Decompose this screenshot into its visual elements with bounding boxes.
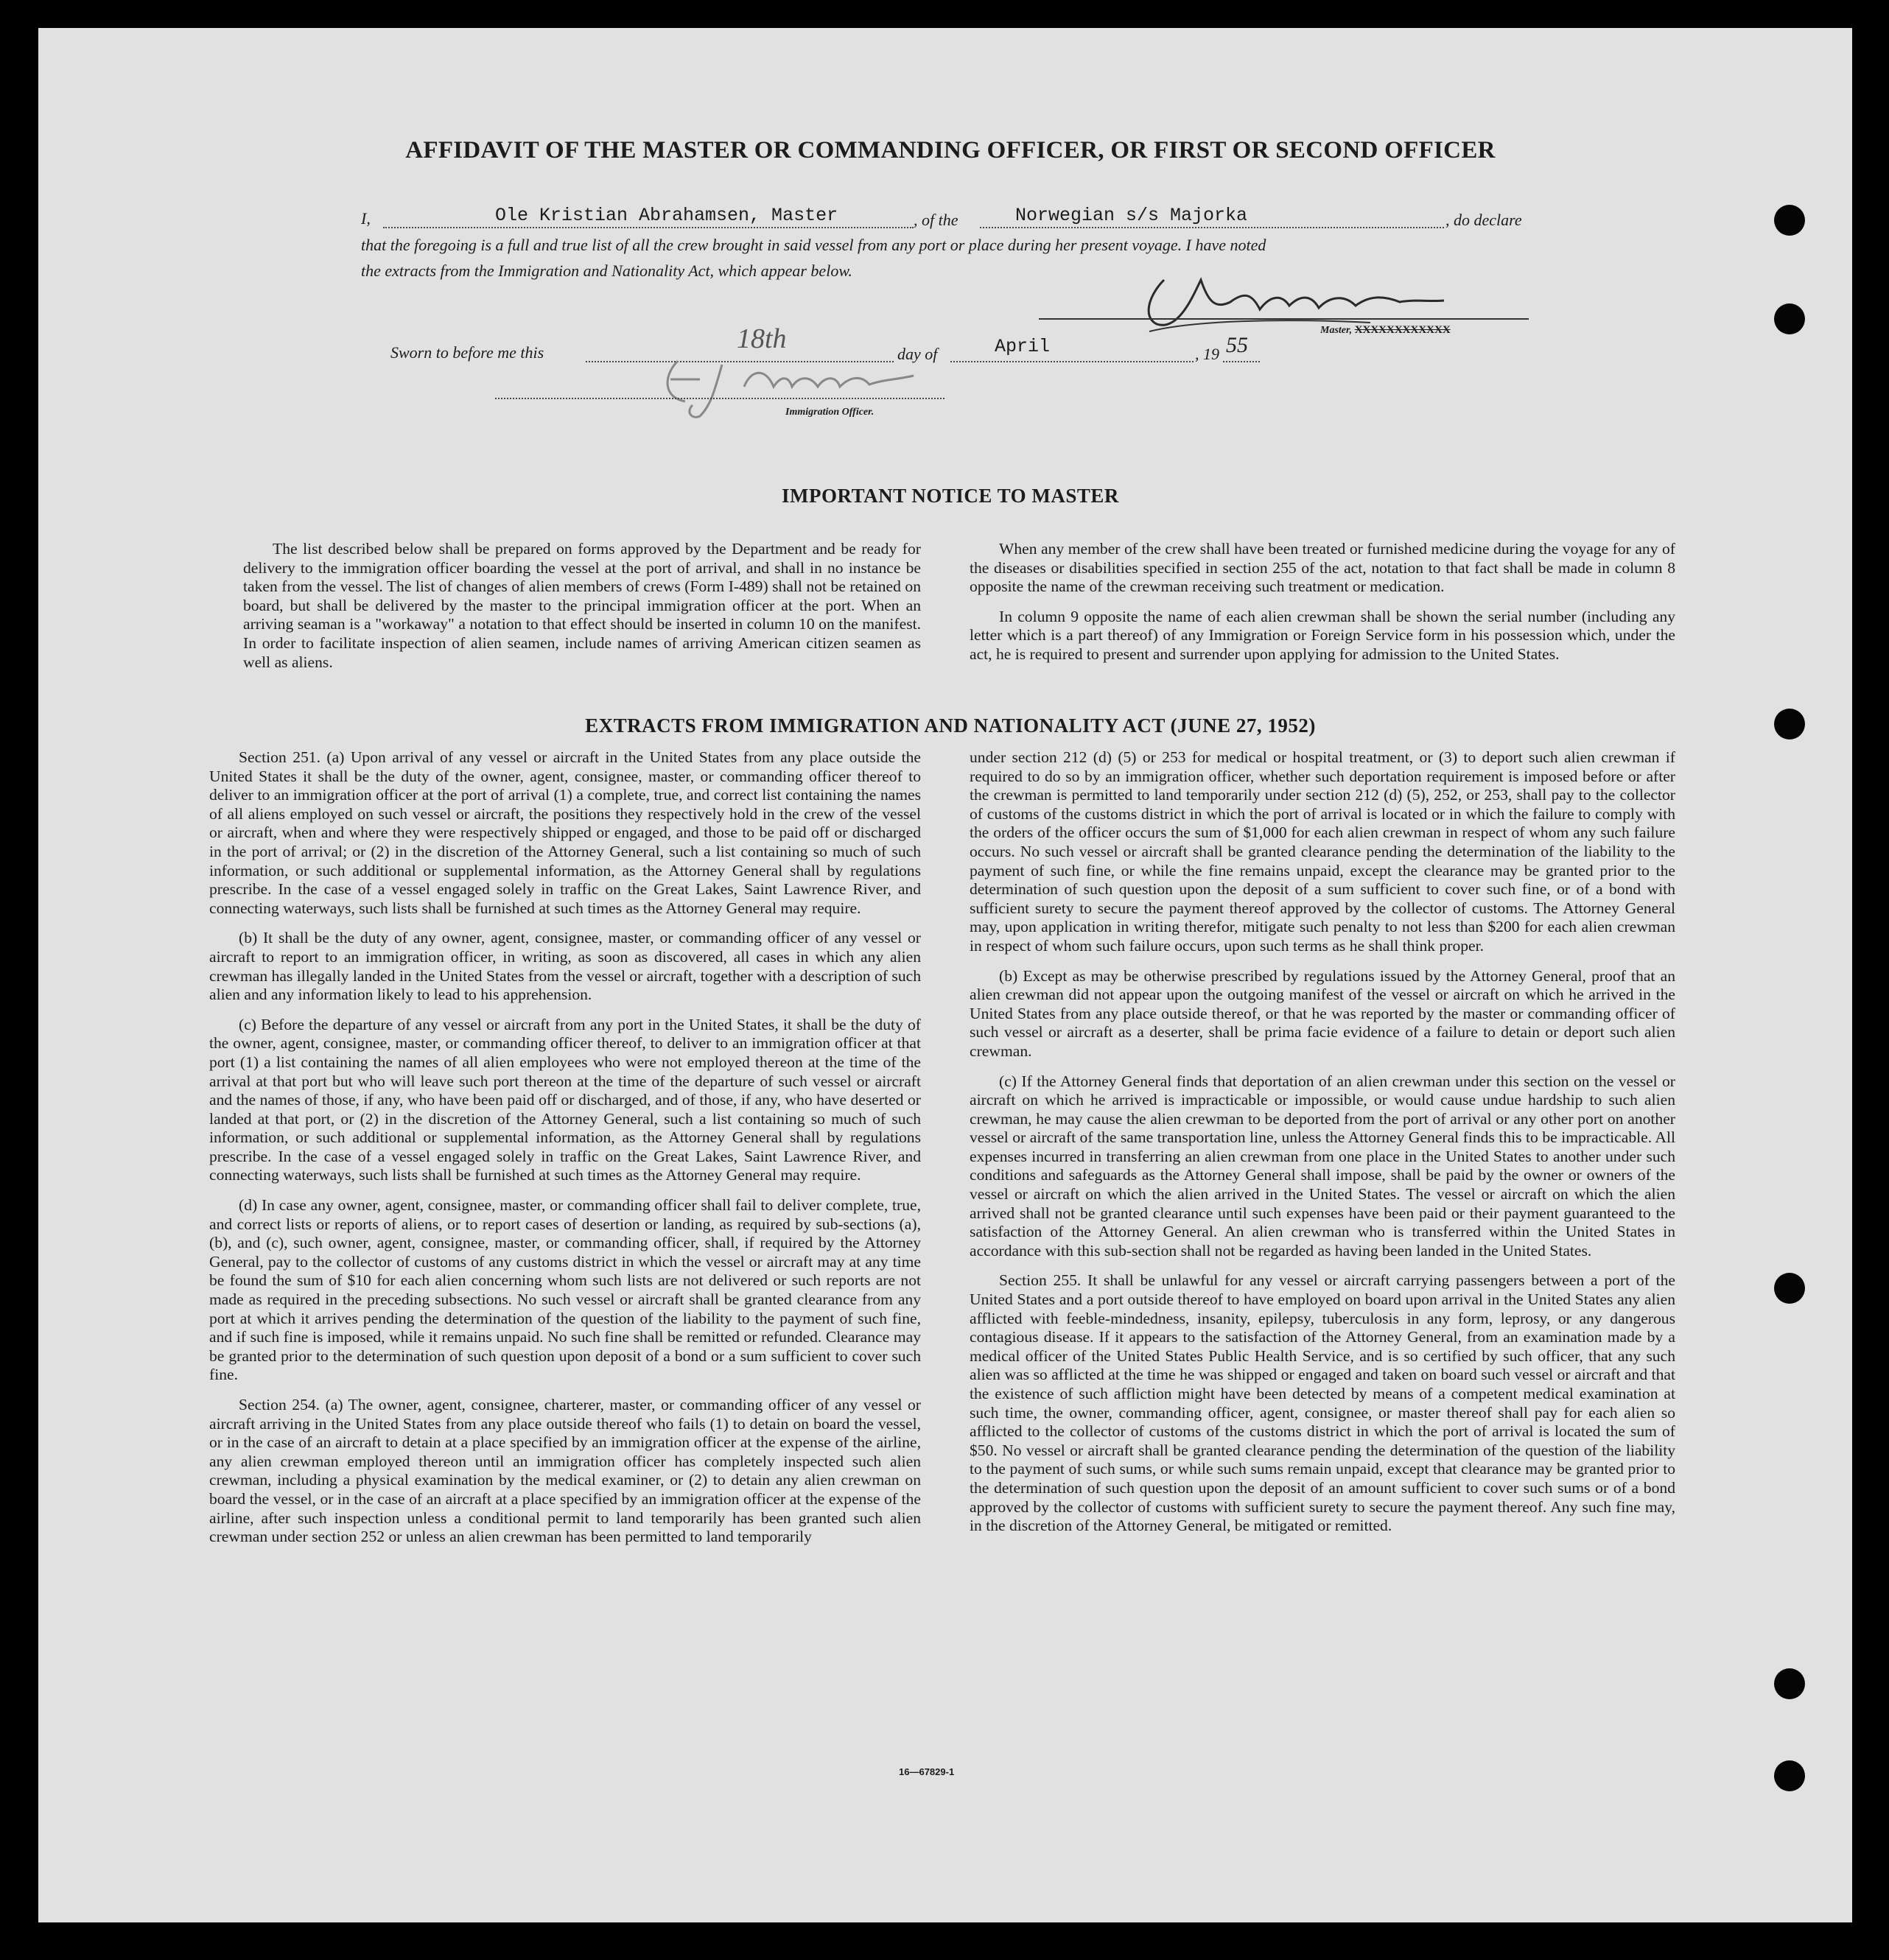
year-field: 55: [1226, 333, 1248, 357]
day-field: 18th: [737, 323, 787, 354]
month-field: April: [995, 336, 1051, 357]
section-paragraph: (b) Except as may be otherwise prescribed by regulations issued by the Attorney General, proof that an alien crewman did not appear upon the outgoing manifest of the vessel or aircraft on which he arrived in the United States from any place outside thereof, or that he was reported by the master or commanding officer of such vessel or aircraft as a deserter, shall be prima facie evidence of a failure to detain or deport such alien crewman.: [970, 966, 1675, 1060]
master-signature: [1135, 250, 1488, 354]
section-paragraph: (b) It shall be the duty of any owner, agent, consignee, master, or commanding officer of any vessel or aircraft to report to an immigration officer, in writing, as soon as discovered, all cases in which any alien crewman has illegally landed in the United States from the vessel or aircraft, together with a description of such alien and any information likely to lead to his apprehension.: [209, 929, 922, 1004]
section-paragraph: (c) If the Attorney General finds that deportation of an alien crewman under this section on the vessel or aircraft on which he arrived is impracticable or impossible, or would cause undue hardship to such alien crewman, he may cause the alien crewman to be deported from the port of arrival or any other port on another vessel or aircraft of the same transportation line, unless the Attorney General finds this to be impracticable. All expenses incurred in transferring an alien crewman from one place in the United States to another under such conditions and safeguards as the Attorney General shall impose, shall be paid by the owner or owners of the vessel or aircraft on which the alien arrived in the United States. The vessel or aircraft on which the alien arrived shall not be granted clearance until such expenses have been paid or their payment guaranteed to the satisfaction of the Attorney General. An alien crewman who is transferred within the United States in accordance with this sub-section shall not be regarded as having been landed in the United States.: [970, 1072, 1675, 1260]
section-paragraph: Section 255. It shall be unlawful for any vessel or aircraft carrying passengers between a port of the United States and a port outside thereof to have employed on board upon arrival in the United States any alien afflicted with feeble-mindedness, insanity, epilepsy, tuberculosis in any form, leprosy, or any dangerous contagious disease. If it appears to the satisfaction of the Attorney General, from an examination made by a medical officer of the United States Public Health Service, and is so certified by such officer, that any such alien was so afflicted at the time he was shipped or engaged and taken on board such vessel or aircraft and that the existence of such affliction might have been detected by means of a competent medical examination at such time, the owner, commanding officer, agent, consignee, or master thereof shall pay for each alien so afflicted to the collector of customs of the customs district in which the port of arrival is located the sum of $50. No vessel or aircraft shall be granted clearance pending the determination of the question of the liability to the payment of such sums, or while such sums remain unpaid, except that clearance may be granted prior to the determination of such question upon the deposit of an amount sufficient to cover such sums or of a bond approved by the collector of customs with sufficient surety to secure the payment thereof. Any such fine may, in the discretion of the Attorney General, be mitigated or remitted.: [970, 1271, 1675, 1535]
notice-title: IMPORTANT NOTICE TO MASTER: [782, 485, 1119, 507]
name-field-line: [383, 227, 914, 228]
section-paragraph: (d) In case any owner, agent, consignee, master, or commanding officer shall fail to deliver complete, true, and correct lists or reports of aliens, or to report cases of desertion or landing, as required by sub-sections (a), (b), and (c), such owner, agent, consignee, master, or commanding officer, shall, if required by the Attorney General, pay to the collector of customs of any customs district in which the vessel or aircraft may at any time be found the sum of $10 for each alien concerning whom such lists are not delivered or such reports are not made as required in the preceding subsections. No such vessel or aircraft shall be granted clearance from any port at which it arrives pending the determination of the question of the liability to the payment of such fine, and if such fine is imposed, while it remains unpaid. No such fine shall be remitted or refunded. Clearance may be granted prior to the determination of such question upon deposit of a bond or a sum sufficient to cover such fine.: [209, 1196, 921, 1384]
binder-hole: [1774, 205, 1805, 236]
binder-hole: [1774, 1668, 1805, 1699]
declaration-line-2: that the foregoing is a full and true list of all the crew brought in said vessel from any port or place during her present voyage. I have noted: [361, 236, 1266, 254]
notice-left-column: [243, 540, 921, 683]
affidavit-title: AFFIDAVIT OF THE MASTER OR COMMANDING OFFICER, OR FIRST OR SECOND OFFICER: [405, 137, 1496, 164]
binder-hole: [1774, 303, 1805, 334]
declaration-line-3: the extracts from the Immigration and Nationality Act, which appear below.: [361, 261, 852, 280]
officer-signature-line: [495, 398, 944, 399]
i-label: I,: [361, 209, 371, 228]
declaration-line: [361, 209, 371, 228]
extracts-right-column: [970, 748, 1675, 1547]
section-paragraph: under section 212 (d) (5) or 253 for medical or hospital treatment, or (3) to deport such alien crewman if required to do so by an immigration officer, whether such deportation requirement is imposed before or after the crewman is permitted to land temporarily under section 212 (d) (5), 252, or 253, shall pay to the collector of customs of the customs district in which the port of arrival is located or in which the failure to comply with the orders of the officer occurs the sum of $1,000 for each alien crewman in respect of whom any such failure occurs. No such vessel or aircraft shall be granted clearance pending the determination of the liability to the payment of such fine, or while the fine remains unpaid, except the clearance may be granted prior to the determination of such question upon the deposit of a sum sufficient to cover such fine, or of a bond with sufficient surety to secure the payment thereof approved by the collector of customs. The Attorney General may, upon application in writing therefor, mitigate such penalty to not less than $200 for each alien crewman in respect of whom such failure occurs, upon such terms as he shall think proper.: [970, 748, 1675, 955]
notice-paragraph: When any member of the crew shall have been treated or furnished medicine during the voyage for any of the diseases or disabilities specified in section 255 of the act, notation to that fact shall be made in column 8 opposite the name of the crewman receiving such treatment or medication.: [970, 540, 1675, 596]
day-of-label: day of: [897, 345, 938, 363]
notice-paragraph: The list described below shall be prepared on forms approved by the Department and be ready for delivery to the immigration officer boarding the vessel at the port of arrival, and shall in no instance be taken from the vessel. The list of changes of alien members of crews (Form I-489) shall not be retained on board, but shall be delivered by the master to the principal immigration officer at the port. When an arriving seaman is a "workaway" a notation to that effect should be inserted in column 10 on the manifest. In order to facilitate inspection of alien seamen, include names of arriving American citizen seamen as well as aliens.: [243, 540, 921, 671]
binder-hole: [1774, 1273, 1805, 1304]
master-title-struck: XXXXXXXXXXXX: [1354, 324, 1451, 336]
master-signature-line: [1039, 318, 1529, 320]
year-prefix: , 19: [1195, 345, 1219, 363]
year-field-line: [1223, 361, 1260, 362]
master-label: Master, XXXXXXXXXXXX: [1320, 324, 1451, 336]
notice-right-column: [970, 540, 1675, 675]
binder-hole: [1774, 1760, 1805, 1791]
month-field-line: [950, 361, 1194, 362]
notice-paragraph: In column 9 opposite the name of each alien crewman shall be shown the serial number (including any letter which is a part thereof) of any Immigration or Foreign Service form in his possession which, under the act, he is required to present and surrender upon applying for admission to the United States.: [970, 607, 1675, 663]
name-field: Ole Kristian Abrahamsen, Master: [495, 205, 838, 226]
section-paragraph: Section 251. (a) Upon arrival of any vessel or aircraft in the United States from any place outside the United States it shall be the duty of the owner, agent, consignee, master, or commanding officer thereof to deliver to an immigration officer at the port of arrival (1) a complete, true, and correct list containing the names of all aliens employed on such vessel or aircraft, the positions they respectively hold in the crew of the vessel or aircraft, when and where they were respectively shipped or engaged, and those to be paid off or discharged in the port of arrival; or (2) in the discretion of the Attorney General, such a list containing so much of such information, or such additional or supplemental information, as the Attorney General shall by regulations prescribe. In the case of a vessel engaged solely in traffic on the Great Lakes, Saint Lawrence River, and connecting waterways, such lists shall be furnished at such times as the Attorney General may require.: [209, 748, 921, 917]
extracts-title: EXTRACTS FROM IMMIGRATION AND NATIONALITY ACT (JUNE 27, 1952): [585, 714, 1316, 737]
vessel-field: Norwegian s/s Majorka: [1015, 205, 1248, 226]
section-paragraph: Section 254. (a) The owner, agent, consignee, charterer, master, or commanding officer of any vessel or aircraft arriving in the United States from any place outside thereof who fails (1) to detain on board the vessel, or in the case of an aircraft to detain at a place specified by an immigration officer at the expense of the airline, any alien crewman employed thereon until an immigration officer has completely inspected such alien crewman, including a physical examination by the medical examiner, or (2) to detain any alien crewman on board the vessel, or in the case of an aircraft at a place specified by an immigration officer at the expense of the airline, after such inspection unless a conditional permit to land temporarily has been granted such alien crewman under section 252 or unless an alien crewman has been permitted to land temporarily: [209, 1396, 921, 1546]
vessel-field-line: [980, 227, 1444, 228]
binder-hole: [1774, 709, 1805, 740]
sworn-label: Sworn to before me this: [390, 343, 544, 362]
do-declare-label: , do declare: [1445, 211, 1522, 229]
of-the-label: , of the: [914, 211, 958, 229]
officer-label: Immigration Officer.: [785, 407, 875, 418]
extracts-left-column: [209, 748, 921, 1558]
section-paragraph: (c) Before the departure of any vessel or aircraft from any port in the United States, it shall be the duty of the owner, agent, consignee, master, or commanding officer thereof, to deliver to an immigration officer at that port (1) a list containing the names of all alien employees who were not employed thereon at the time of the arrival at that port but who will leave such port thereon at the time of the departure of such vessel or aircraft and the names of those, if any, who have been paid off or discharged, and of those, if any, who have deserted or landed at that port, or (2) in the discretion of the Attorney General, such a list containing so much of such information, or such additional or supplemental information, as the Attorney General shall by regulations prescribe. In the case of a vessel engaged solely in traffic on the Great Lakes, Saint Lawrence River, and connecting waterways, such lists shall be furnished at such times as the Attorney General may require.: [209, 1015, 921, 1184]
form-number: 16—67829-1: [899, 1766, 955, 1777]
